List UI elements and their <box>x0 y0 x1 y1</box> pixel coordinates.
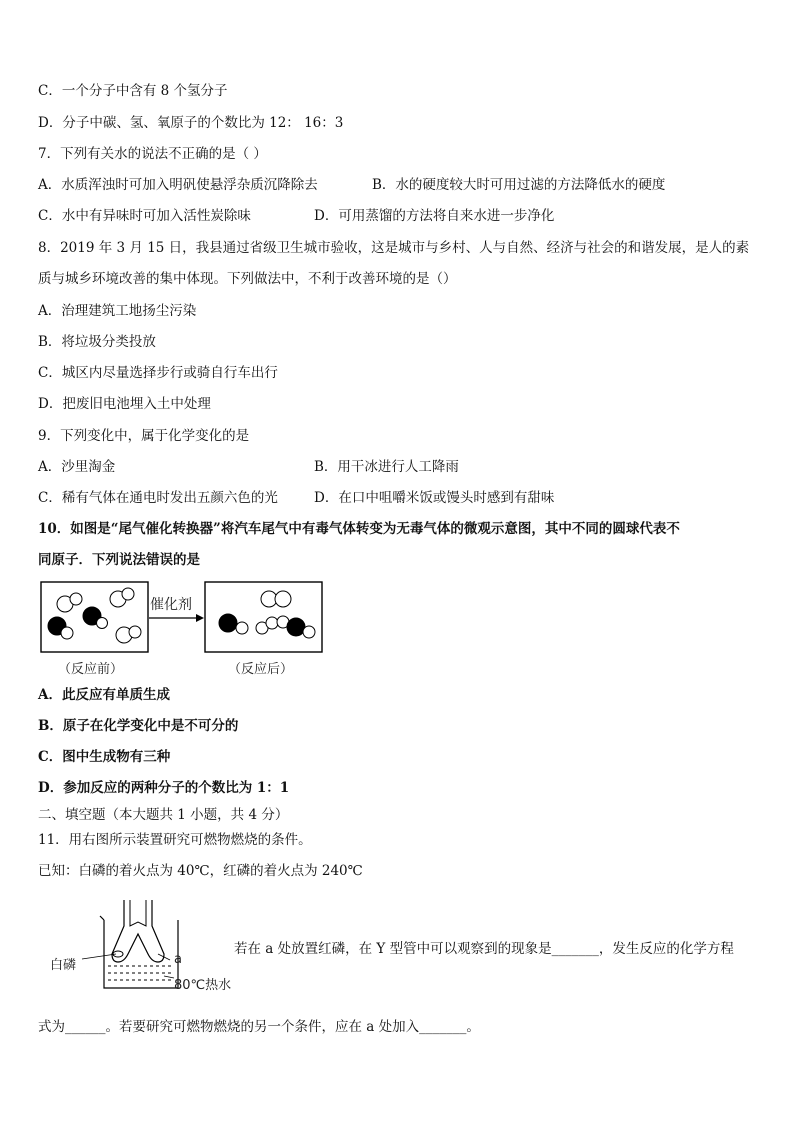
q9-stem: 9．下列变化中，属于化学变化的是 <box>38 428 250 444</box>
q6-option-d: D．分子中碳、氢、氧原子的个数比为 12： 16：3 <box>38 115 344 131</box>
q10-option-d: D．参加反应的两种分子的个数比为 1：1 <box>38 780 290 796</box>
q8-option-b: B．将垃圾分类投放 <box>38 334 156 350</box>
molecule-atom-white <box>275 591 291 607</box>
q8-stem-line1: 8．2019 年 3 月 15 日，我县通过省级卫生城市验收，这是城市与乡村、人与自然、经济与社会的和谐发展，是人的素 <box>38 240 750 256</box>
hot-water-label: 80℃热水 <box>174 978 232 993</box>
q10-option-c: C．图中生成物有三种 <box>38 749 171 765</box>
q8-stem-line2: 质与城乡环境改善的集中体现。下列做法中，不利于改善环境的是（） <box>38 271 457 287</box>
q8-option-c: C．城区内尽量选择步行或骑自行车出行 <box>38 365 278 381</box>
molecule-atom-white <box>122 588 134 600</box>
molecule-atom-black <box>219 614 237 632</box>
q9-option-c: C．稀有气体在通电时发出五颜六色的光 <box>38 490 278 506</box>
q7-stem: 7．下列有关水的说法不正确的是（ ） <box>38 146 267 162</box>
q8-option-d: D．把废旧电池埋入土中处理 <box>38 396 211 412</box>
molecule-atom-white <box>97 618 108 629</box>
molecule-atom-white <box>129 626 141 638</box>
q9-option-b: B．用干冰进行人工降雨 <box>314 459 459 475</box>
q6-option-c: C．一个分子中含有 8 个氢分子 <box>38 83 228 99</box>
molecule-atom-white <box>70 593 82 605</box>
q10-stem-line1: 10．如图是“尾气催化转换器”将汽车尾气中有毒气体转变为无毒气体的微观示意图，其中不同的圆球代表不 <box>38 521 680 537</box>
before-caption: （反应前） <box>58 662 124 677</box>
molecule-atom-white <box>236 622 248 634</box>
q11-known-conditions: 已知：白磷的着火点为 40℃，红磷的着火点为 240℃ <box>38 863 363 879</box>
q10-stem-line2: 同原子．下列说法错误的是 <box>38 552 200 568</box>
q7-option-b: B．水的硬度较大时可用过滤的方法降低水的硬度 <box>372 177 666 193</box>
after-caption: （反应后） <box>228 662 294 677</box>
apparatus-diagram <box>46 896 246 996</box>
position-a-label: a <box>174 952 182 967</box>
q10-option-a: A．此反应有单质生成 <box>38 687 170 703</box>
q11-stem: 11．用右图所示装置研究可燃物燃烧的条件。 <box>38 832 312 848</box>
q7-option-d: D．可用蒸馏的方法将自来水进一步净化 <box>314 208 555 224</box>
molecule-atom-white <box>303 626 315 638</box>
q9-option-d: D．在口中咀嚼米饭或馒头时感到有甜味 <box>314 490 555 506</box>
q7-option-a: A．水质浑浊时可加入明矾使悬浮杂质沉降除去 <box>38 177 318 193</box>
q8-option-a: A．治理建筑工地扬尘污染 <box>38 303 197 319</box>
q10-option-b: B．原子在化学变化中是不可分的 <box>38 718 239 734</box>
white-phosphorus-label: 白磷 <box>50 958 77 973</box>
q11-text-line1: 若在 a 处放置红磷，在 Y 型管中可以观察到的现象是_______，发生反应的化学方程 <box>234 941 734 957</box>
q9-option-a: A．沙里淘金 <box>38 459 116 475</box>
molecule-atom-white <box>61 627 73 639</box>
section-heading: 二、填空题（本大题共 1 小题，共 4 分） <box>38 807 289 823</box>
q7-option-c: C．水中有异味时可加入活性炭除味 <box>38 208 251 224</box>
q11-text-line2: 式为______。若要研究可燃物燃烧的另一个条件，应在 a 处加入_______。 <box>38 1019 480 1035</box>
reaction-diagram <box>36 578 336 678</box>
molecule-atom-black <box>287 618 305 636</box>
molecule-atom-white <box>266 617 278 629</box>
reaction-svg <box>36 578 336 656</box>
catalyst-label: 催化剂 <box>150 597 192 613</box>
arrow-head <box>196 614 204 622</box>
